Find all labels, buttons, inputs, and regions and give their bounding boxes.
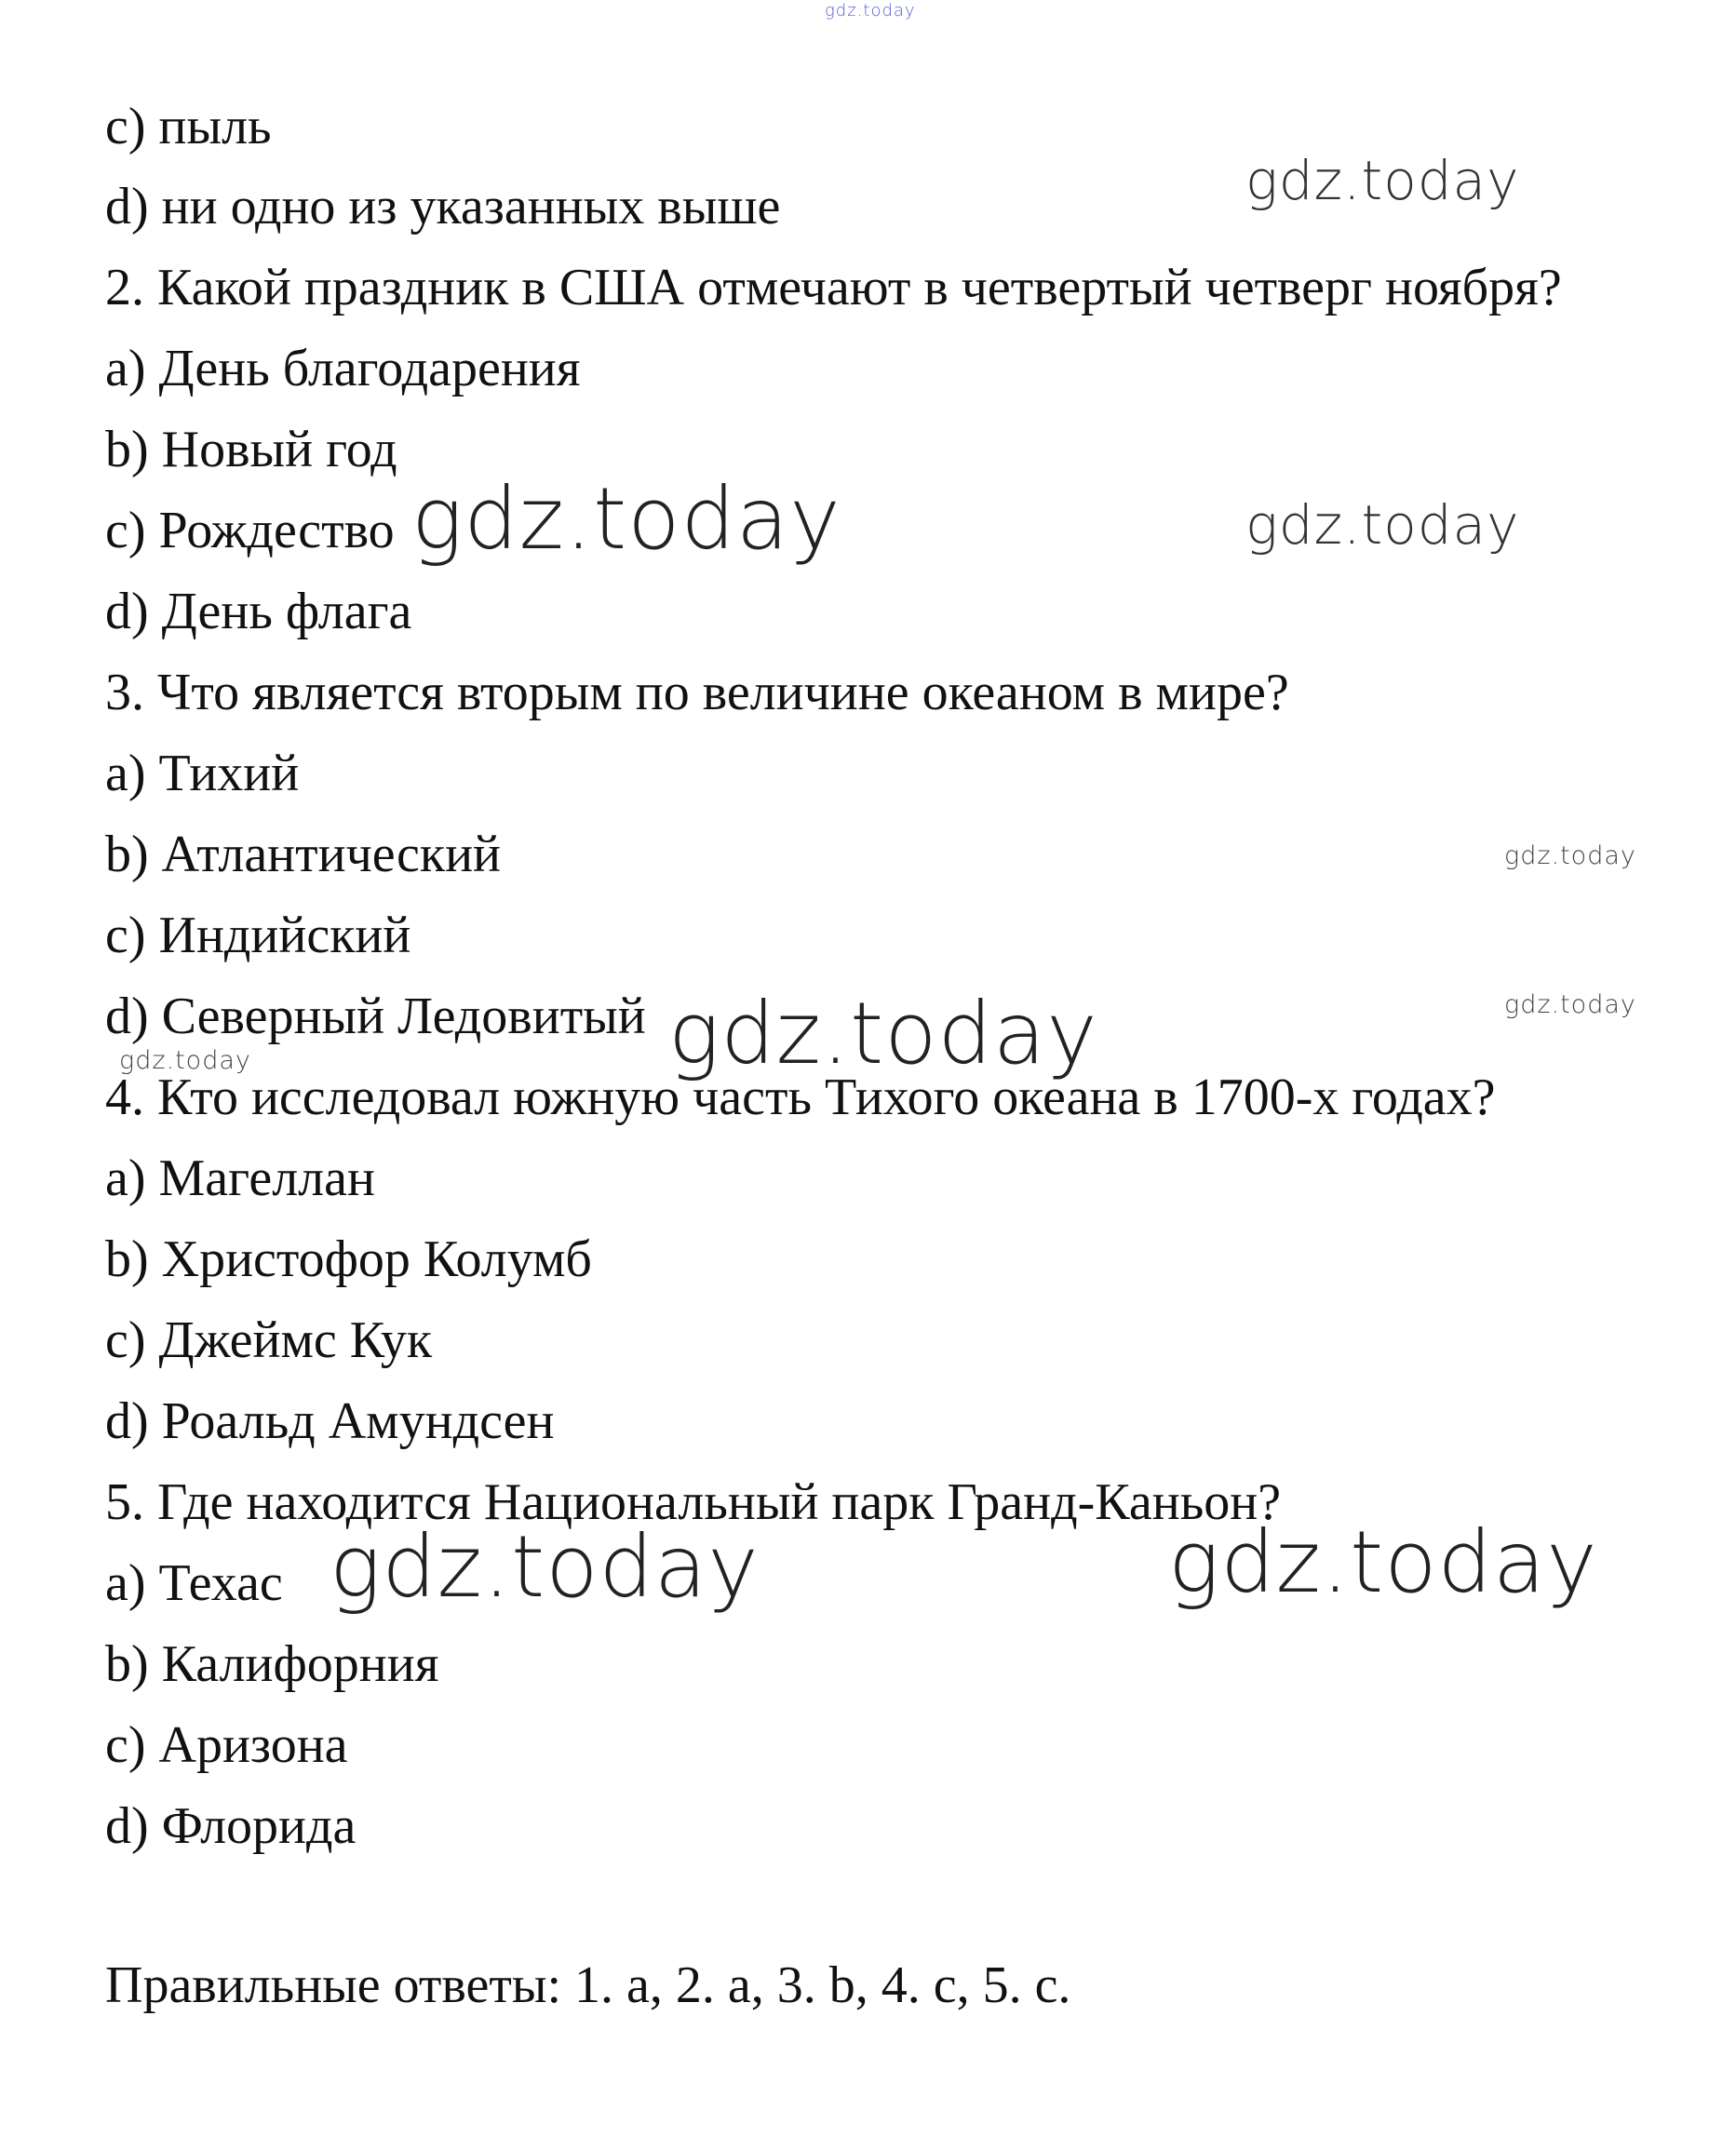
- watermark: gdz.today: [1245, 493, 1520, 557]
- option-5d: d) Флорида: [105, 1797, 357, 1855]
- watermark: gdz.today: [1245, 149, 1520, 212]
- option-2a: a) День благодарения: [105, 340, 581, 397]
- option-4d: d) Роальд Амундсен: [105, 1392, 555, 1450]
- option-4b: b) Христофор Колумб: [105, 1230, 592, 1288]
- watermark: gdz.today: [119, 1046, 251, 1075]
- option-5c: c) Аризона: [105, 1716, 348, 1774]
- option-2b: b) Новый год: [105, 421, 397, 478]
- question-5: 5. Где находится Национальный парк Гранд-Каньон?: [105, 1473, 1282, 1531]
- option-1c: c) пыль: [105, 98, 272, 155]
- option-5b: b) Калифорния: [105, 1635, 439, 1693]
- option-2c: c) Рождество: [105, 502, 395, 559]
- option-1d: d) ни одно из указанных выше: [105, 178, 781, 235]
- watermark: gdz.today: [330, 1517, 760, 1617]
- question-4: 4. Кто исследовал южную часть Тихого океана в 1700-х годах?: [105, 1068, 1496, 1126]
- watermark: gdz.today: [668, 984, 1098, 1083]
- watermark: gdz.today: [1504, 990, 1636, 1019]
- option-3c: c) Индийский: [105, 907, 411, 964]
- option-2d: d) День флага: [105, 583, 412, 640]
- correct-answers: Правильные ответы: 1. a, 2. a, 3. b, 4. c, 5. c.: [105, 1956, 1071, 2014]
- option-3a: a) Тихий: [105, 745, 300, 802]
- watermark: gdz.today: [1168, 1512, 1598, 1612]
- watermark: gdz.today: [411, 469, 841, 569]
- watermark: gdz.today: [1504, 841, 1636, 870]
- question-2: 2. Какой праздник в США отмечают в четвертый четверг ноября?: [105, 259, 1562, 316]
- watermark-top: gdz.today: [825, 1, 916, 20]
- option-4c: c) Джеймс Кук: [105, 1311, 433, 1369]
- option-5a: a) Техас: [105, 1554, 283, 1612]
- option-3d: d) Северный Ледовитый: [105, 988, 646, 1045]
- question-3: 3. Что является вторым по величине океаном в мире?: [105, 664, 1289, 721]
- option-3b: b) Атлантический: [105, 826, 502, 883]
- option-4a: a) Магеллан: [105, 1149, 375, 1207]
